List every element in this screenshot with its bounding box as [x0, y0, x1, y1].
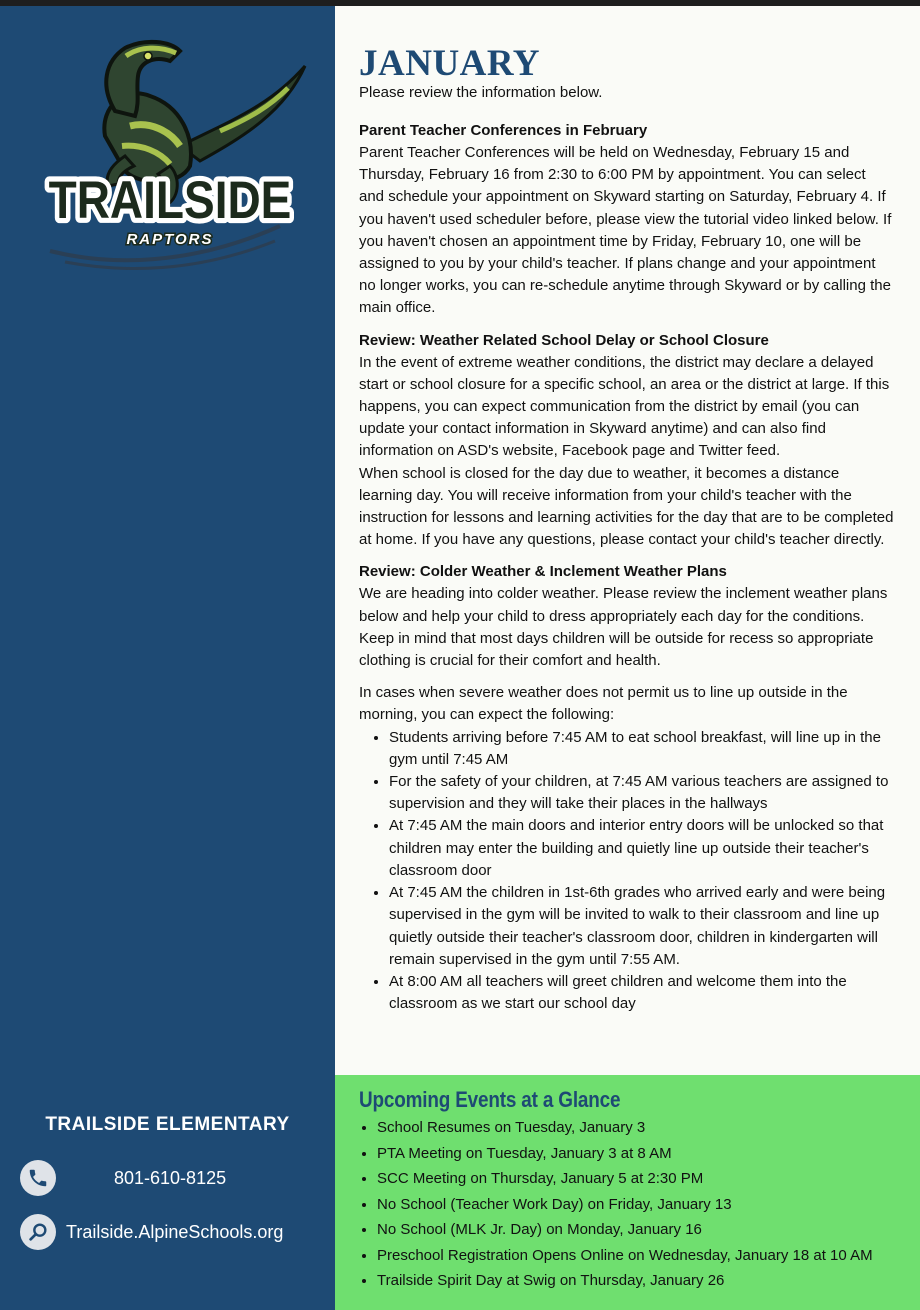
list-item: • At 7:45 AM the main doors and interior entry doors will be unlocked so that children may enter the building and quietly line up outside their teacher's classroom door	[389, 815, 894, 882]
events-list	[359, 1115, 920, 1294]
trailside-raptors-logo	[30, 26, 310, 276]
event-item: • Preschool Registration Opens Online on Wednesday, January 18 at 10 AM	[377, 1243, 920, 1269]
newsletter-main	[335, 6, 920, 1075]
section-inclement-weather	[359, 561, 894, 1015]
intro-text: Please review the information below.	[359, 84, 603, 101]
logo-subtext: RAPTORS	[126, 231, 214, 248]
section-weather-closure	[359, 330, 894, 552]
website-link[interactable]: Trailside.AlpineSchools.org	[66, 1221, 284, 1242]
event-item: • PTA Meeting on Tuesday, January 3 at 8 AM	[377, 1141, 920, 1167]
event-item: • No School (MLK Jr. Day) on Monday, January 16	[377, 1217, 920, 1243]
event-item: • Trailside Spirit Day at Swig on Thursday, January 26	[377, 1268, 920, 1294]
sidebar	[0, 6, 335, 1310]
section-conferences	[359, 120, 894, 320]
event-item: • SCC Meeting on Thursday, January 5 at 2:30 PM	[377, 1166, 920, 1192]
events-title: Upcoming Events at a Glance	[359, 1087, 621, 1112]
logo-text: TRAILSIDE	[48, 170, 292, 230]
list-item: • For the safety of your children, at 7:45 AM various teachers are assigned to supervision and they will take their places in the hallways	[389, 771, 894, 815]
section-paragraph: In cases when severe weather does not permit us to line up outside in the morning, you can expect the following:	[359, 684, 848, 724]
phone-number: 801-610-8125	[114, 1167, 227, 1188]
section-paragraph: When school is closed for the day due to weather, it becomes a distance learning day. You will receive information from your child's teacher with the instruction for lessons and learning activities for the day that are to be completed at home. If you have any questions, please contact your child's teacher directly.	[359, 464, 894, 549]
section-title: Parent Teacher Conferences in February	[359, 122, 648, 139]
school-name: TRAILSIDE ELEMENTARY	[45, 1114, 290, 1135]
section-paragraph: We are heading into colder weather. Please review the inclement weather plans below and help your child to dress appropriately each day for the conditions. Keep in mind that most days children will be outside for recess so appropriate clothing is crucial for their comfort and health.	[359, 585, 888, 670]
section-title: Review: Colder Weather & Inclement Weather Plans	[359, 563, 727, 581]
website-contact	[20, 1213, 320, 1251]
list-item: • Students arriving before 7:45 AM to eat school breakfast, will line up in the gym until 7:45 AM	[389, 727, 894, 771]
raptor-logo-graphic	[30, 26, 310, 276]
search-icon	[20, 1214, 56, 1250]
event-item: • School Resumes on Tuesday, January 3	[377, 1115, 920, 1141]
list-item: • At 8:00 AM all teachers will greet children and welcome them into the classroom as we start our school day	[389, 971, 894, 1015]
list-item: • At 7:45 AM the children in 1st-6th grades who arrived early and were being supervised in the gym will be invited to walk to their classroom and line up quietly outside their teacher's classroom door, children in kindergarten will remain supervised in the gym until 7:55 AM.	[389, 882, 894, 971]
newsletter-content	[359, 44, 894, 1015]
section-paragraph: Parent Teacher Conferences will be held on Wednesday, February 15 and Thursday, February 16 from 2:30 to 6:00 PM by appointment. You can select and schedule your appointment on Skyward starting on Saturday, February 4. If you haven't used scheduler before, please view the tutorial video linked below. If you haven't chosen an appointment time by Friday, February 10, one will be assigned to you by your child's teacher. If plans change and your appointment no longer works, you can re-schedule anytime through Skyward or by calling the main office.	[359, 144, 892, 317]
month-title: JANUARY	[359, 43, 541, 84]
weather-plan-list	[359, 727, 894, 1016]
event-item: • No School (Teacher Work Day) on Friday, January 13	[377, 1192, 920, 1218]
phone-icon	[20, 1160, 56, 1196]
upcoming-events	[335, 1075, 920, 1310]
section-title: Review: Weather Related School Delay or School Closure	[359, 331, 769, 349]
phone-contact	[20, 1159, 320, 1197]
section-paragraph: In the event of extreme weather conditions, the district may declare a delayed start or school closure for a specific school, an area or the district at large. If this happens, you can expect communication from the district by email (you can update your contact information in Skyward anytime) and can also find information on ASD's website, Facebook page and Twitter feed.	[359, 353, 890, 460]
